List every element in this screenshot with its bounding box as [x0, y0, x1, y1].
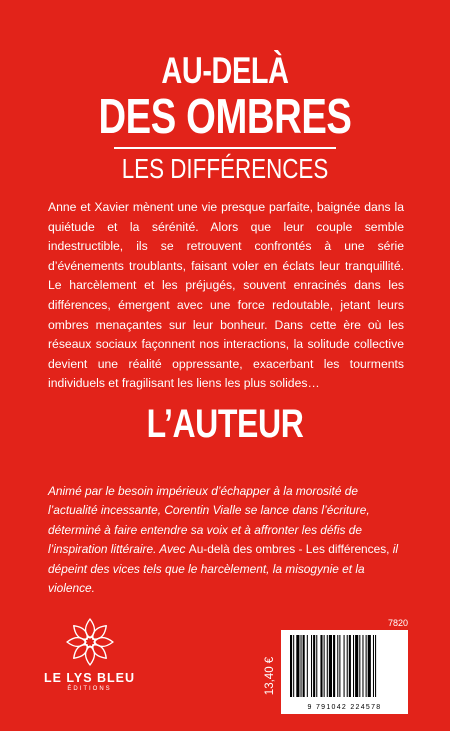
price-label: 13,40 €	[264, 656, 276, 696]
title-divider	[114, 147, 336, 149]
barcode-code: 7820	[388, 618, 409, 628]
title-line-1: AU-DELÀ	[161, 50, 289, 91]
isbn-barcode	[281, 630, 408, 714]
author-heading: L’AUTEUR	[146, 402, 304, 446]
title-line-2: DES OMBRES	[98, 90, 352, 144]
subtitle: LES DIFFÉRENCES	[121, 152, 329, 184]
synopsis-text: Anne et Xavier mènent une vie presque parfaite, baignée dans la quiétude et la sérénité. Alors que leur couple semble indestructible, ils se retrouvent confrontés à une série d’événements troublants, faisant voler en éclats leur tranquillité. Le harcèlement et les préjugés, souvent enracinés dans les différences, émergent avec une force redoutable, jetant leurs ombres menaçantes sur leur bonheur. Dans cette ère où les réseaux sociaux façonnent nos interactions, la solitude collective devient une réalité oppressante, exacerbant les tourments individuels et fragilisant les liens les plus solides…	[48, 200, 404, 391]
publisher-name: LE LYS BLEU	[43, 671, 136, 685]
barcode-bars	[287, 635, 402, 697]
author-bio	[48, 482, 406, 598]
bio-book-title: Au-delà des ombres - Les différences,	[188, 542, 390, 557]
publisher-subtitle: ÉDITIONS	[67, 686, 112, 692]
isbn-digits: 9 791042 224578	[307, 704, 382, 711]
lotus-icon	[64, 616, 116, 668]
title-block	[0, 52, 450, 183]
bio-part-2: il dépeint des vices tels que le harcèlement, la misogynie et la violence.	[48, 542, 399, 596]
publisher-logo	[42, 616, 137, 692]
bio-part-1: Animé par le besoin impérieux d’échapper à la morosité de l’actualité incessante, Corentin Vialle se lance dans l’écriture, déterminé à faire entendre sa voix et à affronter les défis de l’inspiration littéraire. Avec	[48, 484, 370, 557]
